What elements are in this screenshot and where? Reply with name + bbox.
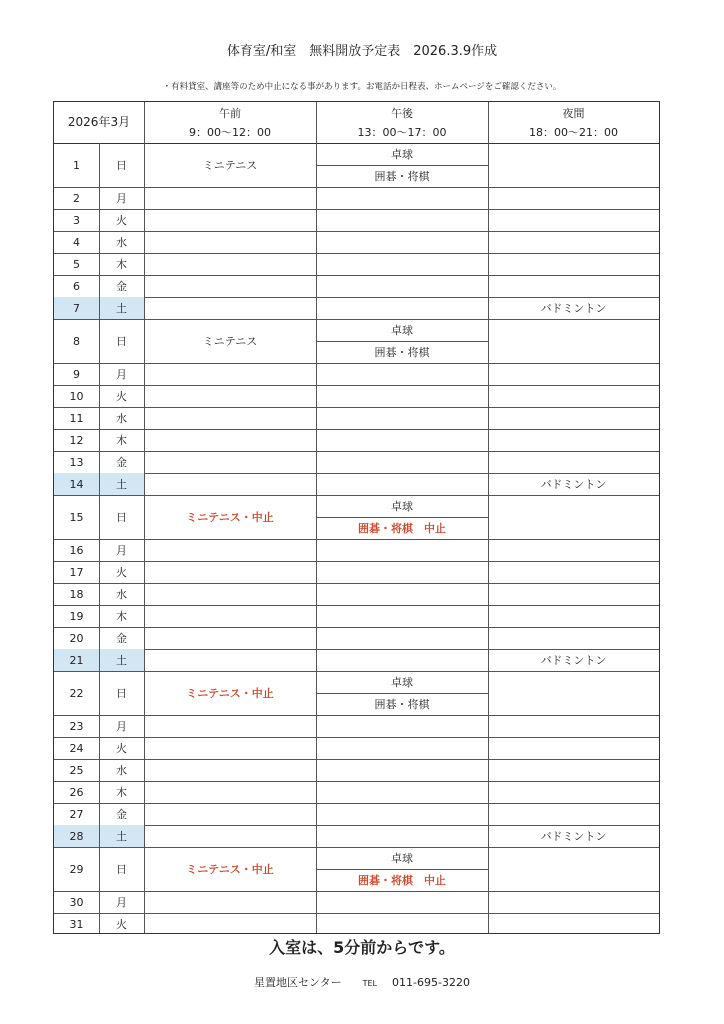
column-divider [316,102,317,933]
weekday: 月 [116,368,127,381]
day-number: 10 [69,389,84,403]
weekday: 火 [116,566,127,579]
evening-activity: バドミントン [540,654,607,667]
day-number: 29 [69,862,84,876]
weekday: 月 [116,544,127,557]
weekday: 月 [116,192,127,205]
day-number: 8 [73,334,80,348]
afternoon-activity: 囲碁・将棋 [374,346,430,359]
day-number: 30 [69,895,84,909]
evening-activity: バドミントン [540,830,607,843]
weekday: 日 [116,335,127,348]
day-number: 18 [69,587,84,601]
weekday: 日 [116,687,127,700]
day-number: 21 [54,649,99,671]
day-number: 14 [54,473,99,495]
day-number: 2 [73,191,80,205]
tel-number: 011-695-3220 [392,976,470,989]
weekday: 木 [116,258,127,271]
day-number: 23 [69,719,84,733]
entry-notice: 入室は、5分前からです。 [269,938,455,957]
weekday: 月 [116,720,127,733]
day-number: 7 [54,297,99,319]
weekday: 日 [116,863,127,876]
day-number: 4 [73,235,80,249]
day-number: 19 [69,609,84,623]
day-number: 25 [69,763,84,777]
weekday: 木 [116,786,127,799]
weekday: 火 [116,742,127,755]
afternoon-activity: 卓球 [391,676,413,689]
weekday: 水 [116,236,127,249]
weekday: 金 [116,808,127,821]
day-number: 24 [69,741,84,755]
weekday: 金 [116,632,127,645]
weekday: 水 [116,764,127,777]
day-number: 5 [73,257,80,271]
weekday: 火 [116,214,127,227]
column-divider [144,102,145,933]
weekday: 日 [116,159,127,172]
afternoon-activity: 卓球 [391,324,413,337]
schedule-table [53,101,660,934]
day-number: 27 [69,807,84,821]
weekday: 水 [116,588,127,601]
weekday: 土 [99,649,144,671]
morning-activity: ミニテニス [202,335,258,348]
afternoon-activity: 囲碁・将棋 中止 [358,874,446,887]
day-number: 15 [69,510,84,524]
tel-label: TEL [362,979,378,988]
afternoon-activity: 卓球 [391,852,413,865]
weekday: 日 [116,511,127,524]
day-number: 16 [69,543,84,557]
day-number: 13 [69,455,84,469]
day-number: 9 [73,367,80,381]
day-number: 11 [69,411,84,425]
morning-activity: ミニテニス・中止 [186,863,274,876]
weekday: 金 [116,280,127,293]
day-number: 3 [73,213,80,227]
day-number: 1 [73,158,80,172]
footer-contact [0,974,724,990]
evening-activity: バドミントン [540,478,607,491]
weekday: 土 [99,825,144,847]
day-number: 31 [69,917,84,931]
month-header: 2026年3月 [67,115,131,129]
day-number: 20 [69,631,84,645]
day-number: 12 [69,433,84,447]
morning-header [144,102,316,142]
day-number: 22 [69,686,84,700]
column-divider [488,102,489,933]
afternoon-activity: 囲碁・将棋 [374,698,430,711]
evening-label: 夜間 [562,107,585,120]
day-number: 6 [73,279,80,293]
evening-activity: バドミントン [540,302,607,315]
weekday: 水 [116,412,127,425]
weekday: 火 [116,918,127,931]
afternoon-header [316,102,488,142]
weekday: 木 [116,610,127,623]
day-number: 28 [54,825,99,847]
afternoon-activity: 卓球 [391,500,413,513]
morning-activity: ミニテニス [202,159,258,172]
notice-text: ・有料貸室、講座等のため中止になる事があります。お電話か日程表、ホームページをご確認ください。 [162,82,562,92]
day-number: 26 [69,785,84,799]
center-name: 星置地区センター [254,976,342,989]
morning-time: 9：00～12：00 [189,126,271,139]
afternoon-label: 午後 [391,107,413,120]
weekday: 火 [116,390,127,403]
page-title: 体育室/和室 無料開放予定表 2026.3.9作成 [226,44,498,59]
column-divider [99,143,100,933]
evening-header [488,102,659,142]
morning-label: 午前 [219,107,241,120]
weekday: 木 [116,434,127,447]
afternoon-time: 13：00～17：00 [357,126,447,139]
weekday: 月 [116,896,127,909]
afternoon-activity: 囲碁・将棋 [374,170,430,183]
weekday: 土 [99,297,144,319]
evening-time: 18：00～21：00 [529,126,618,139]
weekday: 金 [116,456,127,469]
morning-activity: ミニテニス・中止 [186,511,274,524]
morning-activity: ミニテニス・中止 [186,687,274,700]
afternoon-activity: 囲碁・将棋 中止 [358,522,446,535]
weekday: 土 [99,473,144,495]
day-number: 17 [69,565,84,579]
afternoon-activity: 卓球 [391,148,413,161]
